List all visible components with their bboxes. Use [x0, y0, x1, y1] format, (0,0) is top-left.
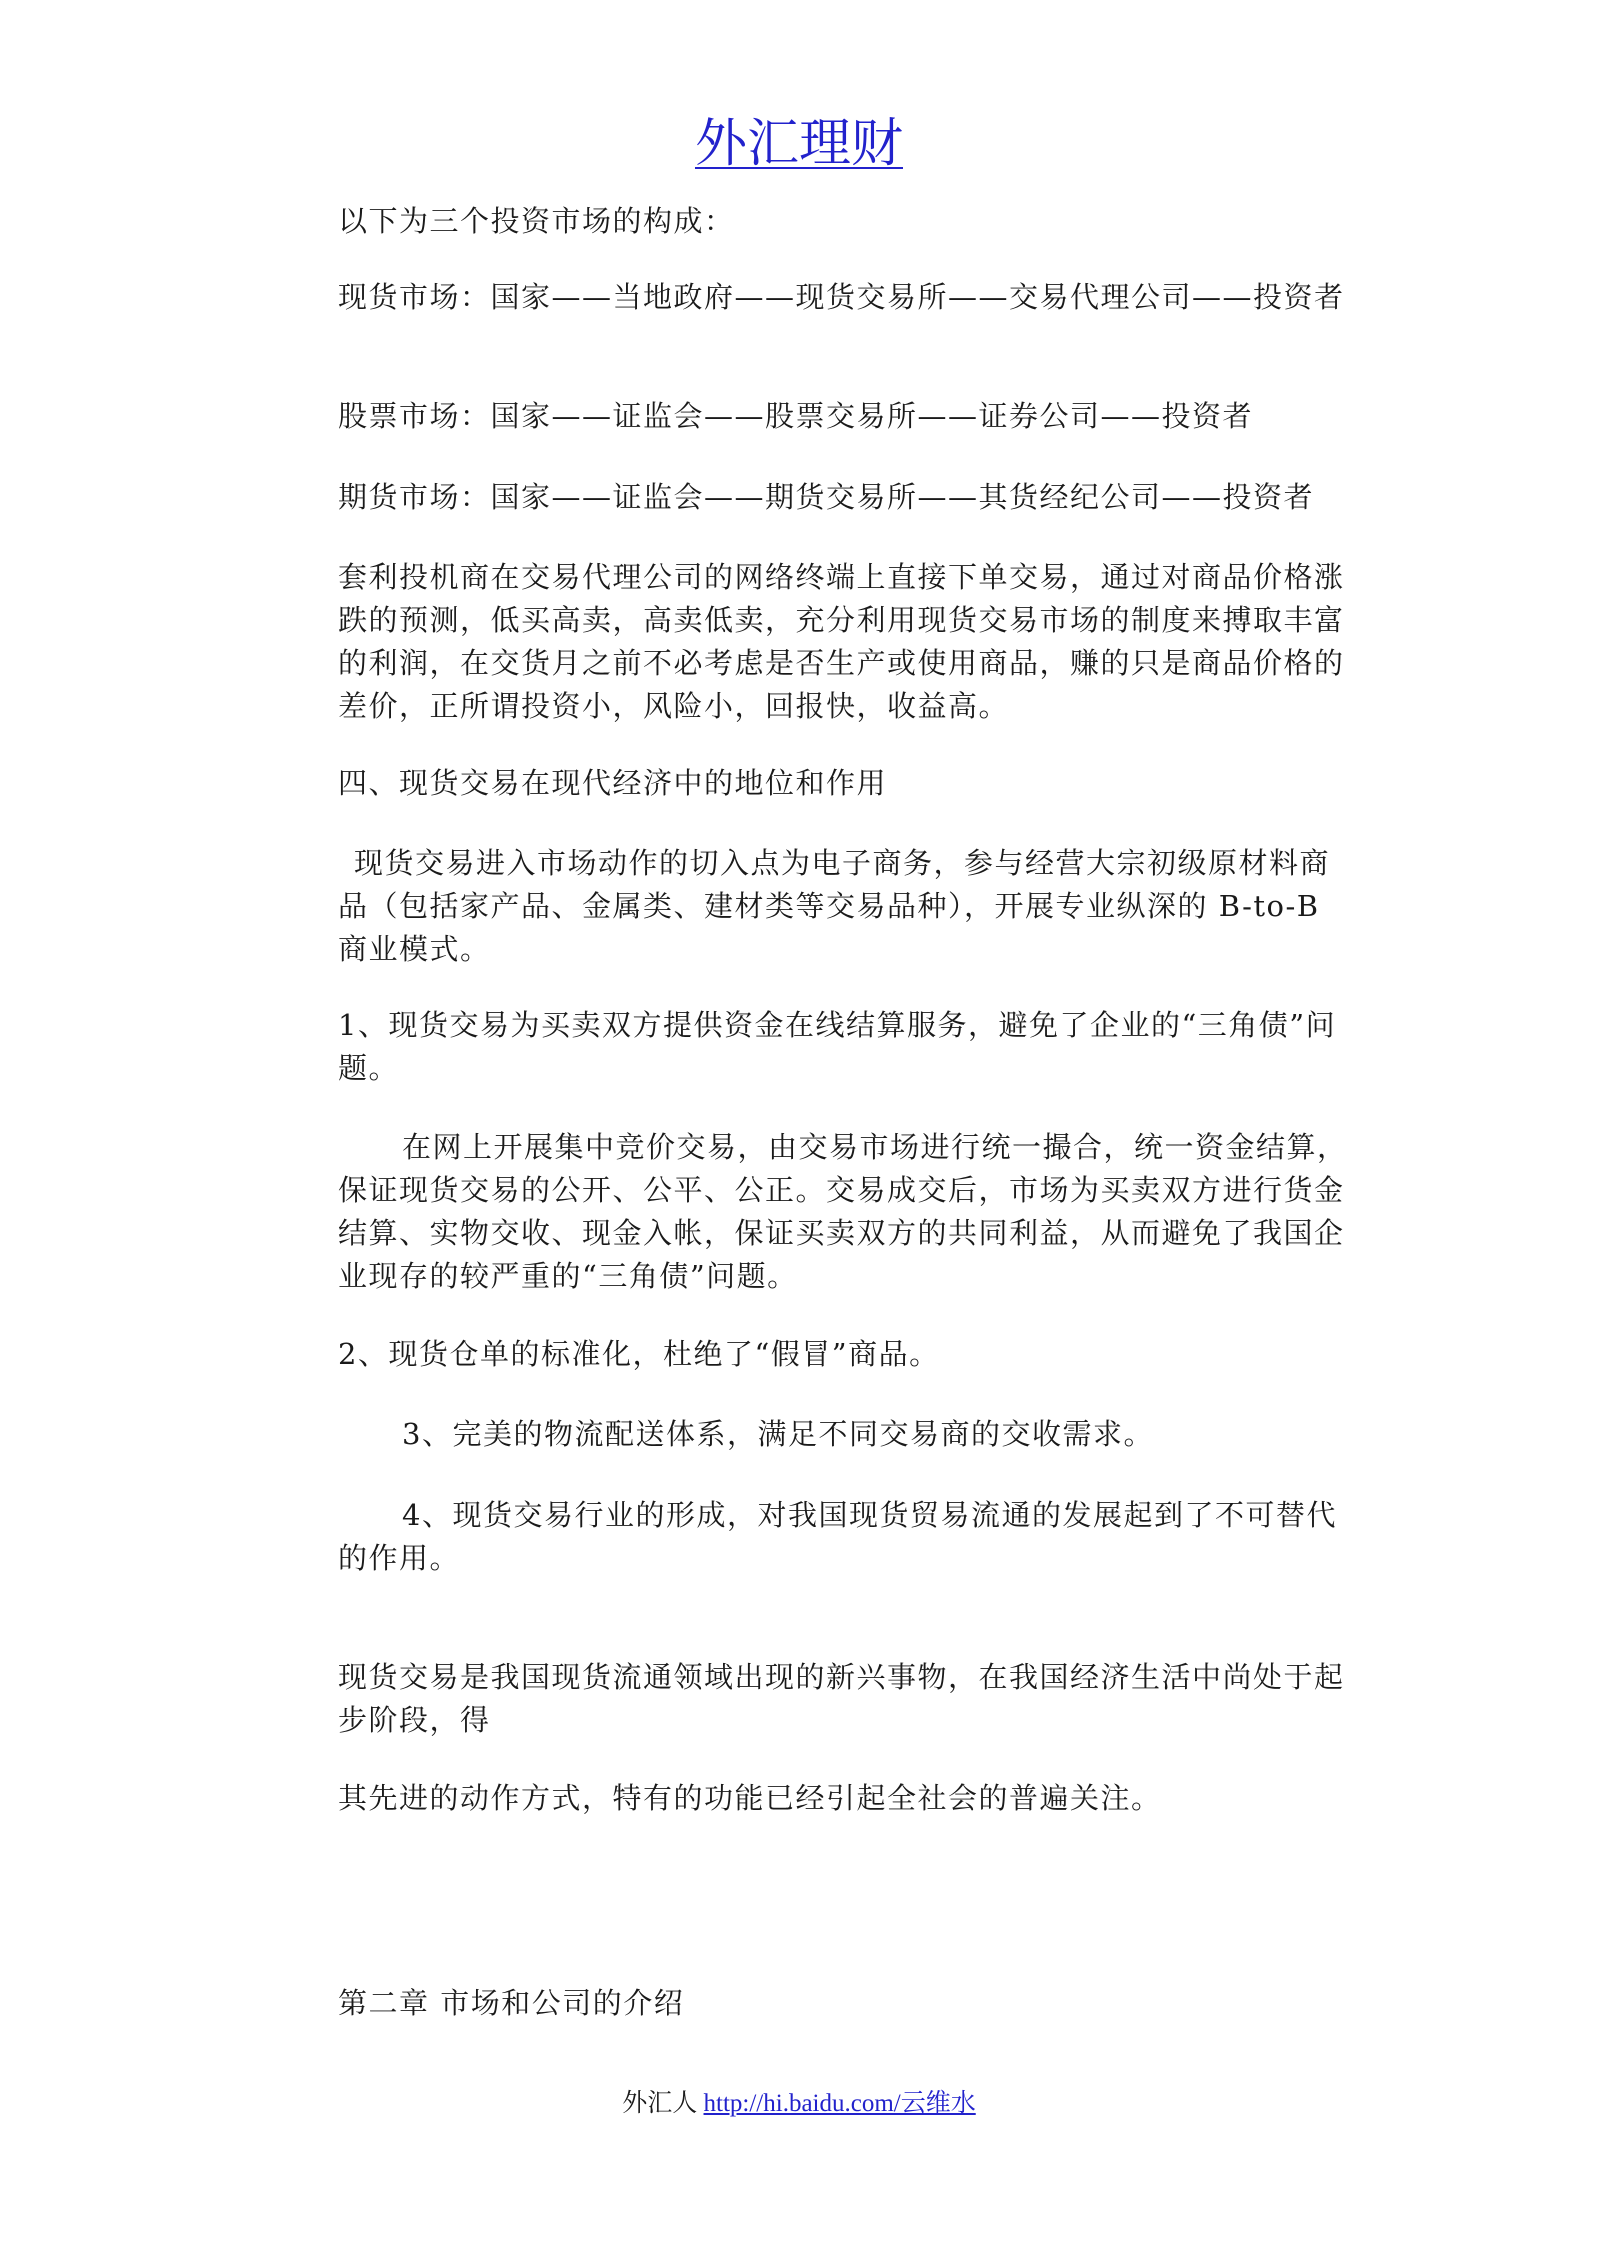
chapter-heading: 第二章 市场和公司的介绍 [338, 1986, 685, 2020]
paragraph-point-4: 4、现货交易行业的形成，对我国现货贸易流通的发展起到了不可替代的作用。 [338, 1498, 1337, 1575]
paragraph-point-3: 3、完美的物流配送体系，满足不同交易商的交收需求。 [402, 1417, 1154, 1451]
paragraph-stock-market: 股票市场：国家——证监会——股票交易所——证券公司——投资者 [338, 399, 1254, 433]
paragraph-emerging: 现货交易是我国现货流通领域出现的新兴事物，在我国经济生活中尚处于起步阶段，得 [338, 1660, 1345, 1737]
section-heading-4: 四、现货交易在现代经济中的地位和作用 [338, 766, 888, 800]
paragraph-arbitrage: 套利投机商在交易代理公司的网络终端上直接下单交易，通过对商品价格涨跌的预测，低买高卖，高卖低卖，充分利用现货交易市场的制度来搏取丰富的利润，在交货月之前不必考虑是否生产或使用商品，赚的只是商品价格的差价，正所谓投资小，风险小，回报快，收益高。 [338, 560, 1345, 723]
paragraph-intro: 以下为三个投资市场的构成： [338, 204, 735, 238]
paragraph-online-trading: 在网上开展集中竞价交易，由交易市场进行统一撮合，统一资金结算，保证现货交易的公开、公平、公正。交易成交后，市场为买卖双方进行货金结算、实物交收、现金入帐，保证买卖双方的共同利益，从而避免了我国企业现存的较严重的“三角债”问题。 [338, 1130, 1348, 1293]
paragraph-point-2: 2、现货仓单的标准化，杜绝了“假冒”商品。 [338, 1337, 940, 1371]
page-footer [0, 2086, 1598, 2122]
footer-label: 外汇人 [622, 2090, 698, 2117]
footer-link[interactable]: http://hi.baidu.com/云维水 [703, 2090, 976, 2117]
page-title [0, 108, 1598, 180]
paragraph-spot-market: 现货市场：国家——当地政府——现货交易所——交易代理公司——投资者 [338, 280, 1345, 314]
paragraph-point-1: 1、现货交易为买卖双方提供资金在线结算服务，避免了企业的“三角债”问题。 [338, 1008, 1337, 1085]
paragraph-attention: 其先进的动作方式，特有的功能已经引起全社会的普遍关注。 [338, 1781, 1162, 1815]
title-link[interactable]: 外汇理财 [694, 114, 903, 174]
paragraph-ecommerce: 现货交易进入市场动作的切入点为电子商务，参与经营大宗初级原材料商品（包括家产品、金属类、建材类等交易品种），开展专业纵深的 B-to-B 商业模式。 [338, 846, 1331, 966]
paragraph-futures-market: 期货市场：国家——证监会——期货交易所——其货经纪公司——投资者 [338, 480, 1315, 514]
